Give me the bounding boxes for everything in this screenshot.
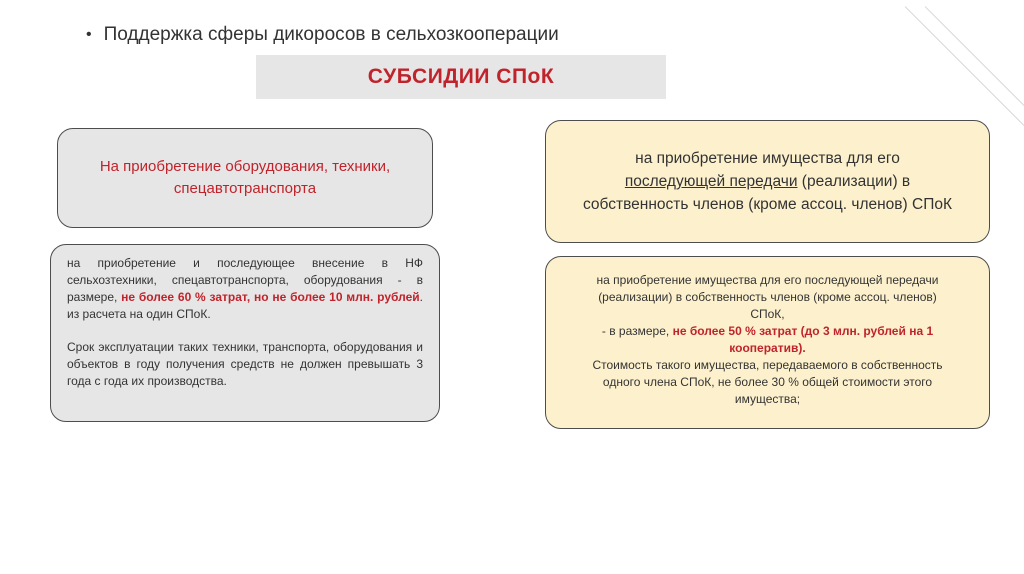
equipment-subsidy-line2: спецавтотранспорта [173, 180, 317, 197]
property-subsidy-underlined: последующей передачи [624, 173, 798, 190]
property-details-line4-start: - в размере, [601, 324, 673, 338]
property-details-line4 [560, 323, 975, 340]
property-details-line6: Стоимость такого имущества, передаваемого в собственность [592, 358, 943, 372]
decorative-line-bottom [925, 6, 1024, 120]
equipment-details-text-end: . из расчета на один СПоК. [67, 290, 423, 321]
property-details-line8: имущества; [734, 392, 801, 406]
property-subsidy-line2 [625, 170, 910, 193]
equipment-subsidy-title [100, 156, 390, 200]
property-details-line5: кооператив). [729, 341, 806, 355]
equipment-details-text: на приобретение и последующее внесение в НФ сельхозтехники, спецавтотранспорта, оборудования - в размере, [67, 256, 423, 304]
property-details-line1: на приобретение имущества для его последующей передачи [596, 273, 939, 287]
banner-title: СУБСИДИИ СПоК [367, 65, 555, 88]
property-subsidy-line3: собственность членов (кроме ассоц. членов) СПоК [583, 196, 952, 213]
property-details-line3: СПоК, [750, 307, 785, 321]
equipment-details-paragraph-2: Срок эксплуатации таких техники, транспорта, оборудования и объектов в году получения средств не должен превышать 3 года с года их производства. [67, 340, 423, 388]
property-details-line2: (реализации) в собственность членов (кроме ассоц. членов) [598, 290, 937, 304]
decorative-line-top [905, 6, 1024, 134]
property-details-line7: одного члена СПоК, не более 30 % общей стоимости этого [602, 375, 933, 389]
equipment-details-highlight: не более 60 % затрат, но не более 10 млн. рублей [121, 290, 420, 304]
property-subsidy-details [545, 256, 990, 429]
title-banner [256, 55, 666, 99]
equipment-details-paragraph-1 [67, 255, 423, 323]
equipment-subsidy-line1: На приобретение оборудования, техники, [99, 158, 391, 175]
property-subsidy-box [545, 120, 990, 243]
property-subsidy-line2-rest: (реализации) в [797, 173, 911, 190]
equipment-subsidy-box [57, 128, 433, 228]
property-subsidy-line1: на приобретение имущества для его [635, 150, 900, 167]
equipment-subsidy-details [50, 244, 440, 422]
slide-heading [86, 24, 559, 46]
bullet-icon: • [86, 26, 92, 43]
property-details-highlight: не более 50 % затрат (до 3 млн. рублей на 1 [672, 324, 934, 338]
slide-heading-text: Поддержка сферы дикоросов в сельхозкооперации [103, 24, 559, 45]
